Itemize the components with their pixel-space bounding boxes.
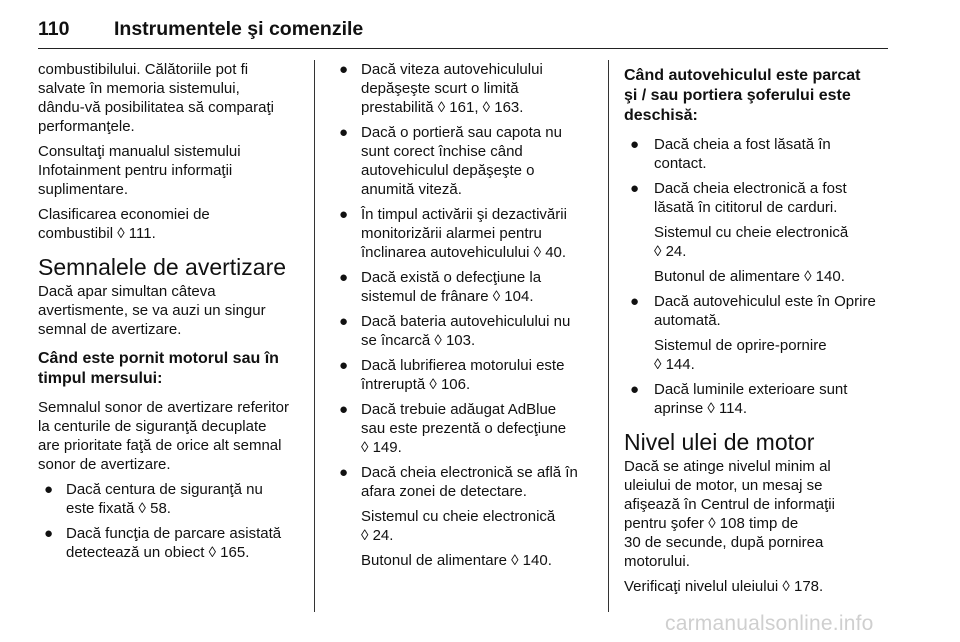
sub-notes (361, 507, 595, 570)
list-item (624, 179, 892, 286)
paragraph-trip-memory: combustibilului. Călătoriile pot fi salvate în memoria sistemului, dându-vă posibilitatea să comparaţi performanţele. (38, 61, 274, 135)
sub-note-keyless: Sistemul cu cheie electronică ◊ 24. (654, 224, 849, 260)
list-item-text: Dacă trebuie adăugat AdBlue sau este prezentă o defecţiune ◊ 149. (361, 401, 567, 456)
paragraph-fuel-rating: Clasificarea economiei de combustibil ◊ 111. (38, 206, 210, 242)
sub-notes (654, 336, 892, 374)
bullet-icon: ● (44, 525, 54, 542)
list-item (333, 205, 595, 262)
bullet-icon: ● (44, 481, 54, 498)
list-item-text: Dacă luminile exterioare sunt aprinse ◊ 114. (654, 381, 848, 417)
column-3 (624, 60, 892, 602)
paragraph-oil-minimum: Dacă se atinge nivelul minim al uleiului de motor, un mesaj se afişează în Centrul de informaţii pentru şofer ◊ 108 timp de 30 de secunde, după pornirea motorului. (624, 458, 835, 570)
chapter-title: Instrumentele şi comenzile (114, 18, 364, 40)
column-1 (38, 60, 300, 568)
list-item-text: Dacă există o defecţiune la sistemul de frânare ◊ 104. (361, 269, 542, 305)
bullet-icon: ● (339, 61, 349, 78)
bullet-icon: ● (339, 206, 349, 223)
sub-note-keyless: Sistemul cu cheie electronică ◊ 24. (361, 508, 556, 544)
bullet-icon: ● (630, 136, 640, 153)
column-2 (333, 60, 595, 576)
paragraph-infotainment: Consultaţi manualul sistemului Infotainment pentru informaţii suplimentare. (38, 143, 241, 198)
bullet-icon: ● (339, 357, 349, 374)
sub-note-power-button: Butonul de alimentare ◊ 140. (361, 552, 552, 569)
paragraph-check-oil: Verificaţi nivelul uleiului ◊ 178. (624, 578, 824, 595)
list-item-text: Dacă viteza autovehiculului depăşeşte scurt o limită prestabilită ◊ 161, ◊ 163. (361, 61, 543, 116)
list-item (624, 380, 892, 418)
sub-note-stop-start: Sistemul de oprire-pornire ◊ 144. (654, 337, 827, 373)
page-number: 110 (38, 18, 70, 40)
bullet-icon: ● (339, 269, 349, 286)
watermark-text: carmanualsonline.info (665, 612, 874, 635)
sub-notes (654, 223, 892, 286)
list-item-text: Dacă cheia electronică a fost lăsată în cititorul de carduri. (654, 180, 847, 216)
bullet-list (333, 60, 595, 570)
subheading-parked: Când autovehiculul este parcat şi / sau portiera şoferului este deschisă: (624, 67, 861, 124)
list-item-text: Dacă bateria autovehiculului nu se încarcă ◊ 103. (361, 313, 571, 349)
list-item-text: Dacă lubrifierea motorului este întreruptă ◊ 106. (361, 357, 565, 393)
list-item (333, 268, 595, 306)
list-item (333, 123, 595, 199)
subheading-engine-running: Când este pornit motorul sau în timpul mersului: (38, 350, 279, 387)
bullet-list (624, 135, 892, 418)
list-item (38, 524, 300, 562)
section-heading-warnings: Semnalele de avertizare (38, 254, 287, 280)
list-item-text: Dacă o portieră sau capota nu sunt corect închise când autovehiculul depăşeşte o anumită viteză. (361, 124, 562, 198)
list-item (38, 480, 300, 518)
list-item-text: Dacă funcţia de parcare asistată detectează un obiect ◊ 165. (66, 525, 282, 561)
sub-note-power-button: Butonul de alimentare ◊ 140. (654, 268, 845, 285)
column-divider-2 (608, 60, 609, 612)
page-header (38, 6, 888, 49)
section-heading-oil-level: Nivel ulei de motor (624, 429, 815, 455)
paragraph-seatbelt-priority: Semnalul sonor de avertizare referitor la centurile de siguranţă decuplate are prioritate faţă de orice alt semnal sonor de avertizare. (38, 399, 289, 473)
list-item-text: Dacă autovehiculul este în Oprire automată. (654, 293, 876, 329)
list-item-text: Dacă cheia a fost lăsată în contact. (654, 136, 831, 172)
list-item (333, 312, 595, 350)
bullet-icon: ● (339, 313, 349, 330)
bullet-icon: ● (630, 180, 640, 197)
bullet-icon: ● (630, 381, 640, 398)
list-item (333, 400, 595, 457)
paragraph-simultaneous-warnings: Dacă apar simultan câteva avertismente, se va auzi un singur semnal de avertizare. (38, 283, 266, 338)
list-item (333, 463, 595, 570)
list-item (624, 292, 892, 374)
list-item (333, 60, 595, 117)
bullet-icon: ● (339, 464, 349, 481)
list-item-text: Dacă cheia electronică se află în afara zonei de detectare. (361, 464, 578, 500)
bullet-icon: ● (630, 293, 640, 310)
list-item-text: Dacă centura de siguranţă nu este fixată ◊ 58. (66, 481, 263, 517)
list-item (624, 135, 892, 173)
bullet-icon: ● (339, 401, 349, 418)
list-item (333, 356, 595, 394)
list-item-text: În timpul activării şi dezactivării monitorizării alarmei pentru înclinarea autovehiculului ◊ 40. (361, 206, 567, 261)
bullet-list (38, 480, 300, 562)
bullet-icon: ● (339, 124, 349, 141)
column-divider-1 (314, 60, 315, 612)
